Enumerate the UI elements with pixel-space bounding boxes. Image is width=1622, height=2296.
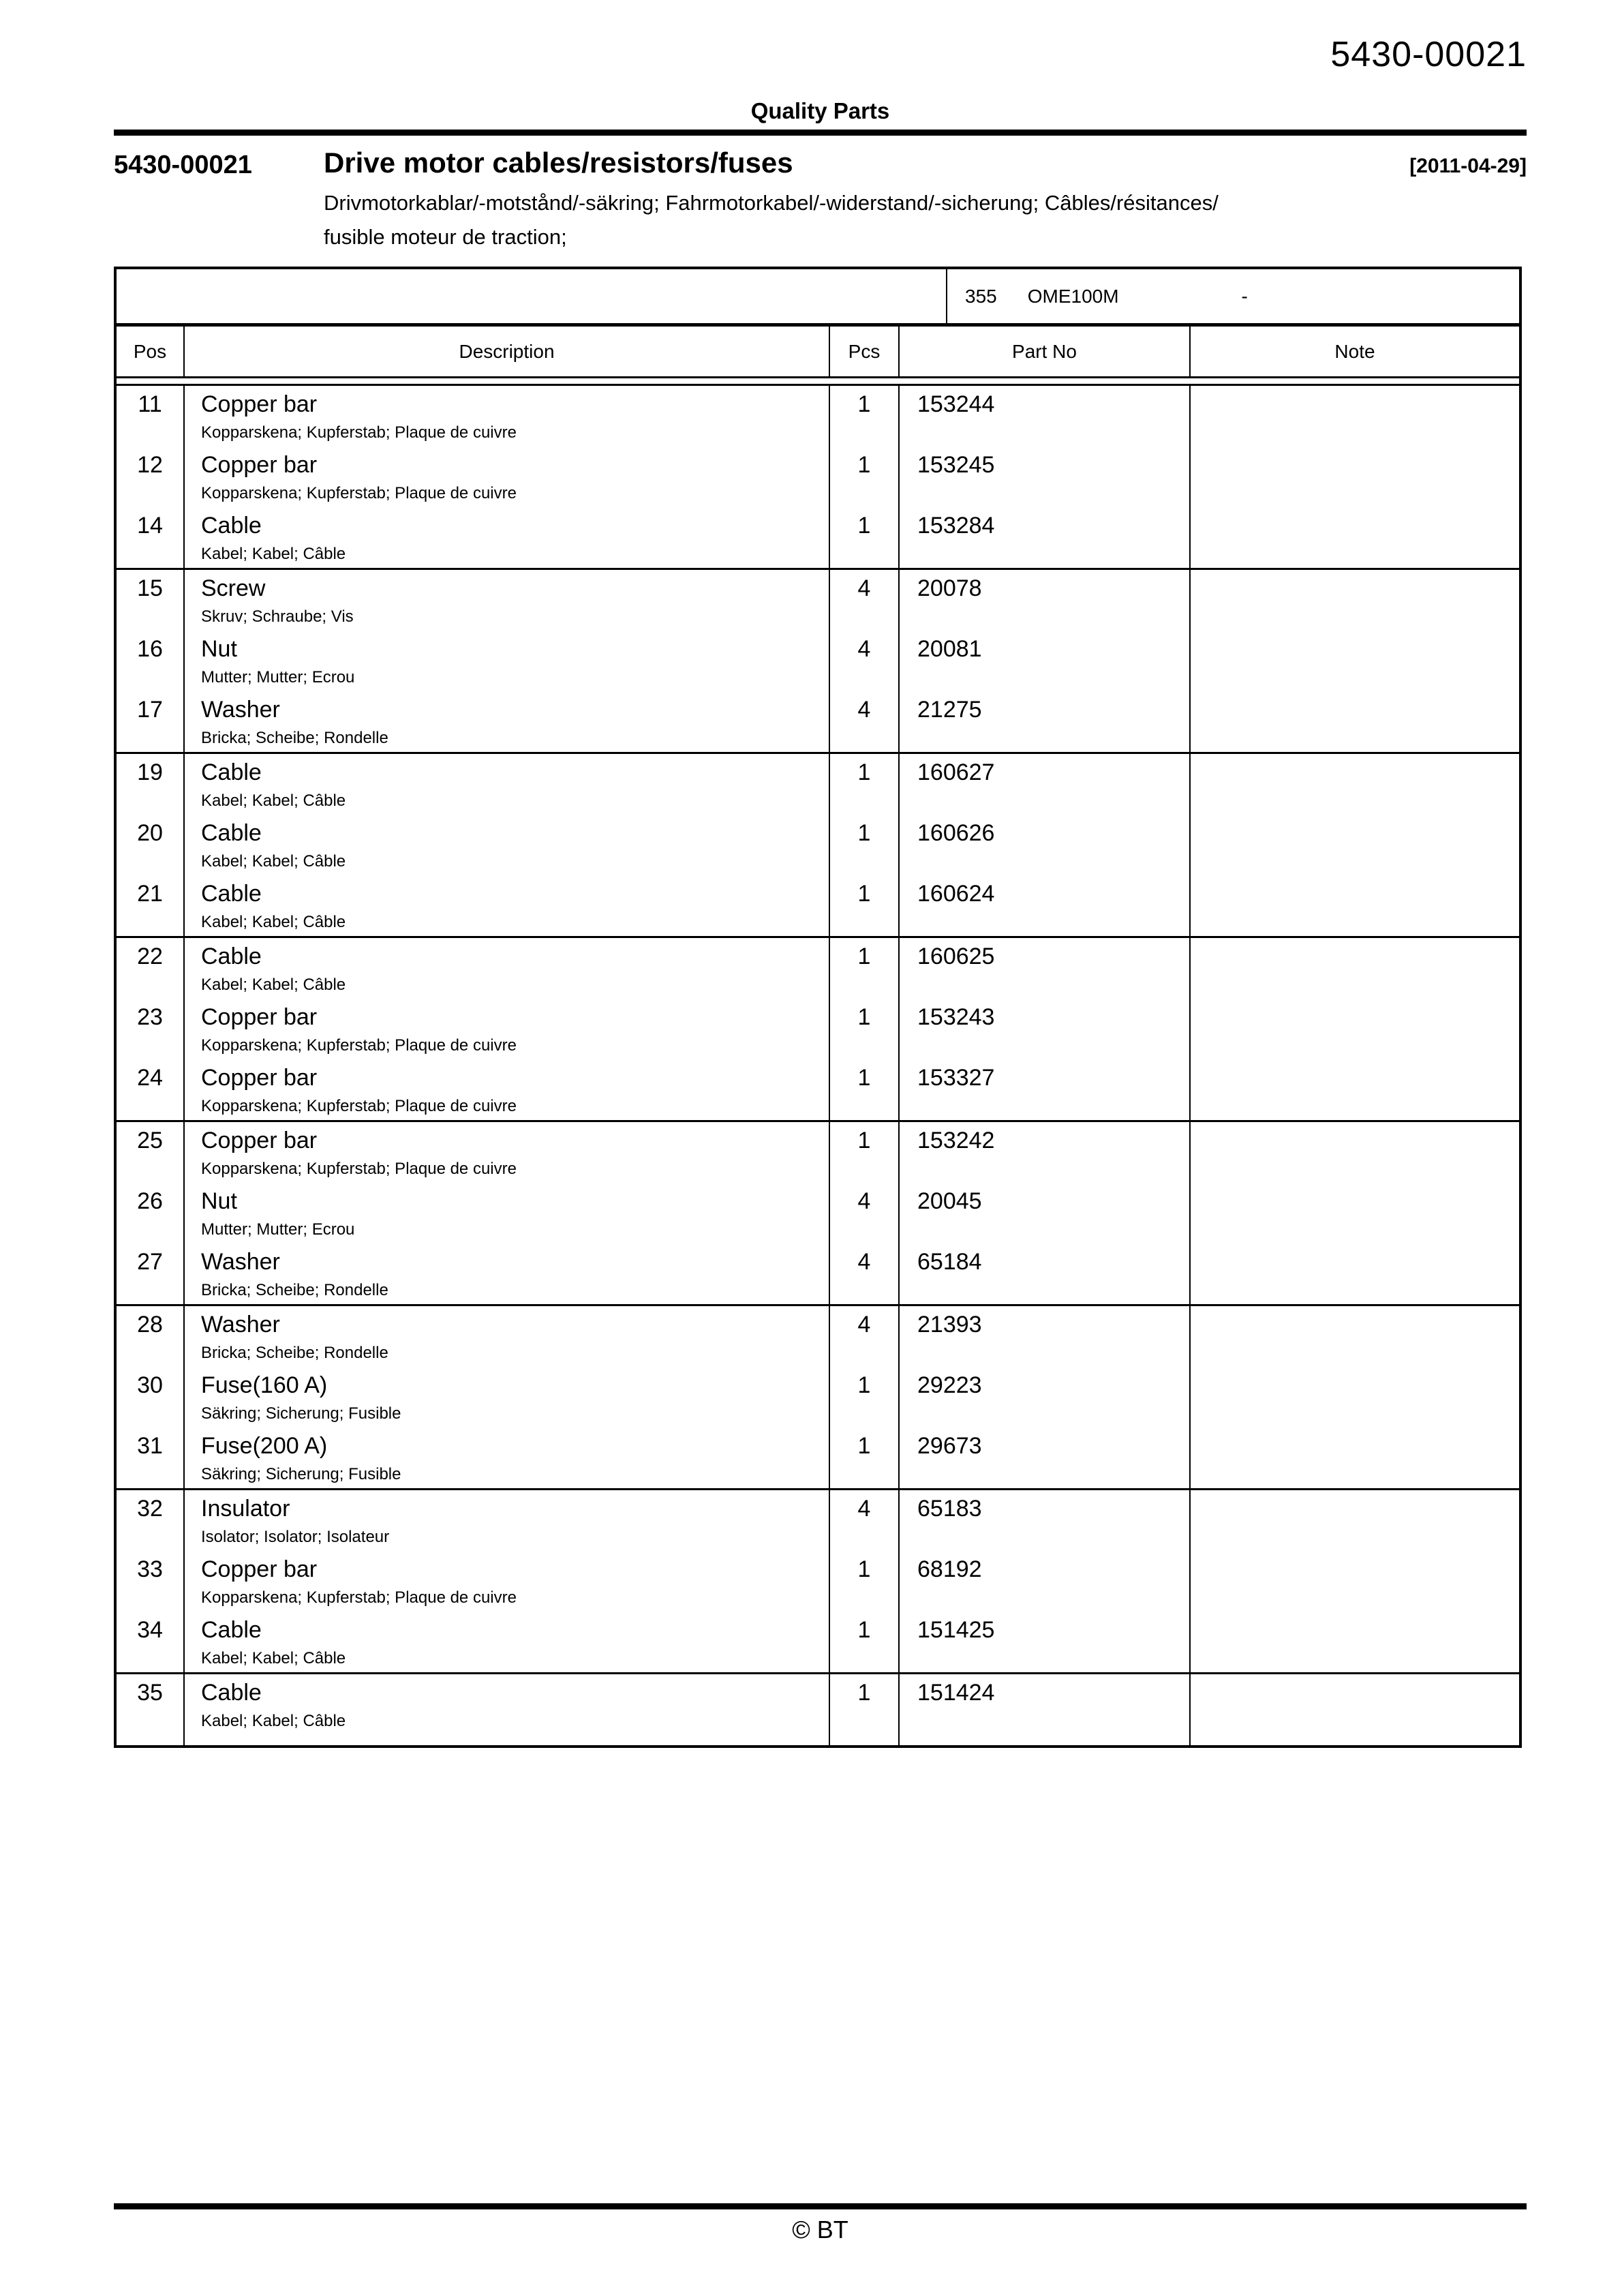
model-band	[117, 269, 1519, 327]
cell-part-no: 151425	[900, 1612, 1191, 1672]
column-header-description: Description	[185, 327, 830, 376]
cell-pos: 12	[117, 447, 185, 507]
page-title: Drive motor cables/resistors/fuses	[324, 147, 793, 179]
cell-part-no: 65183	[900, 1490, 1191, 1551]
cell-pcs: 1	[830, 938, 900, 999]
row-group	[117, 938, 1519, 1122]
table-row	[117, 815, 1519, 875]
description-translations: Kopparskena; Kupferstab; Plaque de cuivre	[201, 1588, 517, 1607]
cell-pcs: 4	[830, 1490, 900, 1551]
title-translations	[324, 186, 1527, 254]
cell-note	[1191, 999, 1519, 1059]
cell-pos: 27	[117, 1243, 185, 1304]
table-row	[117, 1243, 1519, 1304]
cell-pcs: 1	[830, 1059, 900, 1120]
doc-number-header: 5430-00021	[1330, 35, 1527, 74]
cell-description	[185, 1243, 830, 1304]
cell-description	[185, 570, 830, 631]
description-main: Cable	[201, 1680, 262, 1706]
row-group	[117, 1122, 1519, 1306]
cell-part-no: 160627	[900, 754, 1191, 815]
cell-note	[1191, 1306, 1519, 1367]
table-row	[117, 691, 1519, 752]
cell-description	[185, 1490, 830, 1551]
cell-part-no: 153245	[900, 447, 1191, 507]
cell-pcs: 1	[830, 386, 900, 447]
parts-table	[114, 267, 1522, 1748]
cell-description	[185, 1551, 830, 1612]
cell-pcs: 1	[830, 815, 900, 875]
footer-rule	[114, 2203, 1527, 2209]
cell-part-no: 20045	[900, 1183, 1191, 1243]
table-row	[117, 631, 1519, 691]
title-translations-line2: fusible moteur de traction;	[324, 225, 567, 249]
model-band-empty-cell	[117, 269, 946, 323]
description-main: Nut	[201, 636, 237, 662]
cell-note	[1191, 570, 1519, 631]
cell-pcs: 1	[830, 875, 900, 936]
table-row	[117, 1490, 1519, 1551]
cell-pcs: 4	[830, 570, 900, 631]
description-main: Cable	[201, 881, 262, 907]
description-main: Insulator	[201, 1496, 290, 1522]
cell-description	[185, 999, 830, 1059]
description-translations: Säkring; Sicherung; Fusible	[201, 1465, 401, 1483]
cell-description	[185, 1428, 830, 1488]
table-row	[117, 1612, 1519, 1672]
cell-pcs: 1	[830, 1428, 900, 1488]
cell-description	[185, 938, 830, 999]
cell-part-no: 160625	[900, 938, 1191, 999]
cell-note	[1191, 1428, 1519, 1488]
description-translations: Kabel; Kabel; Câble	[201, 1712, 346, 1730]
cell-note	[1191, 938, 1519, 999]
description-translations: Kopparskena; Kupferstab; Plaque de cuivre	[201, 1160, 517, 1178]
cell-part-no: 65184	[900, 1243, 1191, 1304]
description-main: Copper bar	[201, 1128, 318, 1153]
copyright-text: © BT	[792, 2216, 848, 2244]
revision-date: [2011-04-29]	[1409, 155, 1527, 177]
row-group	[117, 1490, 1519, 1674]
cell-note	[1191, 754, 1519, 815]
cell-note	[1191, 447, 1519, 507]
cell-note	[1191, 1243, 1519, 1304]
table-row	[117, 999, 1519, 1059]
cell-part-no: 29223	[900, 1367, 1191, 1428]
table-row	[117, 386, 1519, 447]
description-main: Cable	[201, 1617, 262, 1643]
page-header	[114, 0, 1527, 130]
cell-description	[185, 1306, 830, 1367]
table-row	[117, 1306, 1519, 1367]
cell-pos: 34	[117, 1612, 185, 1672]
cell-description	[185, 631, 830, 691]
cell-note	[1191, 1674, 1519, 1745]
cell-pcs: 1	[830, 507, 900, 568]
cell-part-no: 29673	[900, 1428, 1191, 1488]
cell-description	[185, 1367, 830, 1428]
cell-pos: 25	[117, 1122, 185, 1183]
cell-pcs: 1	[830, 754, 900, 815]
cell-pos: 14	[117, 507, 185, 568]
cell-pos: 31	[117, 1428, 185, 1488]
cell-note	[1191, 1367, 1519, 1428]
cell-description	[185, 1612, 830, 1672]
cell-pos: 35	[117, 1674, 185, 1745]
table-row	[117, 938, 1519, 999]
cell-description	[185, 1059, 830, 1120]
description-translations: Kabel; Kabel; Câble	[201, 791, 346, 810]
description-translations: Mutter; Mutter; Ecrou	[201, 1220, 355, 1239]
table-row	[117, 1122, 1519, 1183]
cell-pcs: 4	[830, 631, 900, 691]
page-content	[114, 0, 1527, 1748]
cell-note	[1191, 1551, 1519, 1612]
column-header-pos: Pos	[117, 327, 185, 376]
cell-pos: 17	[117, 691, 185, 752]
column-header-pcs: Pcs	[830, 327, 900, 376]
table-row	[117, 1367, 1519, 1428]
description-translations: Säkring; Sicherung; Fusible	[201, 1404, 401, 1423]
table-row	[117, 1551, 1519, 1612]
description-main: Cable	[201, 513, 262, 539]
cell-description	[185, 1183, 830, 1243]
table-row	[117, 1674, 1519, 1745]
description-main: Cable	[201, 943, 262, 969]
table-row	[117, 754, 1519, 815]
cell-pcs: 1	[830, 447, 900, 507]
row-group	[117, 386, 1519, 570]
table-header-row	[117, 327, 1519, 378]
model-name: OME100M	[1027, 285, 1119, 307]
cell-description	[185, 1122, 830, 1183]
cell-pcs: 1	[830, 1367, 900, 1428]
cell-note	[1191, 631, 1519, 691]
cell-note	[1191, 691, 1519, 752]
cell-pos: 24	[117, 1059, 185, 1120]
description-main: Copper bar	[201, 1065, 318, 1091]
description-main: Fuse(160 A)	[201, 1372, 328, 1398]
description-translations: Bricka; Scheibe; Rondelle	[201, 1281, 388, 1299]
cell-description	[185, 875, 830, 936]
cell-note	[1191, 875, 1519, 936]
description-main: Cable	[201, 759, 262, 785]
description-main: Nut	[201, 1188, 237, 1214]
description-translations: Kabel; Kabel; Câble	[201, 976, 346, 994]
section-code: 5430-00021	[114, 151, 252, 179]
model-band-cell	[946, 269, 1519, 323]
cell-pos: 28	[117, 1306, 185, 1367]
cell-pos: 23	[117, 999, 185, 1059]
cell-pcs: 1	[830, 1551, 900, 1612]
description-translations: Kopparskena; Kupferstab; Plaque de cuivre	[201, 484, 517, 502]
row-group	[117, 754, 1519, 938]
row-group	[117, 570, 1519, 754]
cell-part-no: 160626	[900, 815, 1191, 875]
cell-note	[1191, 507, 1519, 568]
description-main: Washer	[201, 697, 280, 723]
description-translations: Skruv; Schraube; Vis	[201, 607, 354, 626]
cell-description	[185, 815, 830, 875]
description-translations: Bricka; Scheibe; Rondelle	[201, 1344, 388, 1362]
cell-part-no: 68192	[900, 1551, 1191, 1612]
cell-description	[185, 386, 830, 447]
brand-label: Quality Parts	[750, 98, 890, 123]
cell-description	[185, 1674, 830, 1745]
cell-part-no: 21393	[900, 1306, 1191, 1367]
title-right	[324, 147, 1527, 254]
description-translations: Kabel; Kabel; Câble	[201, 1649, 346, 1667]
table-row	[117, 1059, 1519, 1120]
cell-pos: 33	[117, 1551, 185, 1612]
cell-description	[185, 754, 830, 815]
table-row	[117, 875, 1519, 936]
title-block	[114, 147, 1527, 254]
cell-part-no: 151424	[900, 1674, 1191, 1745]
cell-part-no: 21275	[900, 691, 1191, 752]
cell-pcs: 1	[830, 999, 900, 1059]
table-row	[117, 1428, 1519, 1488]
cell-pcs: 4	[830, 1306, 900, 1367]
cell-note	[1191, 1059, 1519, 1120]
description-translations: Bricka; Scheibe; Rondelle	[201, 729, 388, 747]
description-main: Copper bar	[201, 1004, 318, 1030]
cell-pos: 11	[117, 386, 185, 447]
description-translations: Kabel; Kabel; Câble	[201, 913, 346, 931]
cell-note	[1191, 1122, 1519, 1183]
table-row	[117, 1183, 1519, 1243]
table-row	[117, 447, 1519, 507]
cell-part-no: 153243	[900, 999, 1191, 1059]
cell-pos: 32	[117, 1490, 185, 1551]
cell-pos: 20	[117, 815, 185, 875]
cell-pcs: 4	[830, 691, 900, 752]
title-row	[324, 147, 1527, 179]
description-main: Washer	[201, 1249, 280, 1275]
table-row	[117, 507, 1519, 568]
description-main: Cable	[201, 820, 262, 846]
cell-pos: 16	[117, 631, 185, 691]
cell-part-no: 153242	[900, 1122, 1191, 1183]
cell-part-no: 153327	[900, 1059, 1191, 1120]
table-row	[117, 570, 1519, 631]
description-translations: Mutter; Mutter; Ecrou	[201, 668, 355, 686]
description-translations: Kabel; Kabel; Câble	[201, 852, 346, 871]
cell-pos: 22	[117, 938, 185, 999]
table-body	[117, 386, 1519, 1745]
row-group	[117, 1306, 1519, 1490]
cell-part-no: 20078	[900, 570, 1191, 631]
cell-pos: 19	[117, 754, 185, 815]
description-main: Copper bar	[201, 1556, 318, 1582]
cell-part-no: 20081	[900, 631, 1191, 691]
description-main: Washer	[201, 1312, 280, 1338]
description-translations: Kopparskena; Kupferstab; Plaque de cuivre	[201, 423, 517, 442]
row-group	[117, 1674, 1519, 1745]
model-dash: -	[1241, 285, 1248, 307]
cell-pcs: 1	[830, 1122, 900, 1183]
cell-pos: 30	[117, 1367, 185, 1428]
description-main: Copper bar	[201, 452, 318, 478]
cell-pos: 21	[117, 875, 185, 936]
cell-pcs: 4	[830, 1243, 900, 1304]
description-translations: Isolator; Isolator; Isolateur	[201, 1528, 390, 1546]
cell-description	[185, 507, 830, 568]
description-translations: Kopparskena; Kupferstab; Plaque de cuivre	[201, 1036, 517, 1055]
cell-note	[1191, 1490, 1519, 1551]
cell-pos: 26	[117, 1183, 185, 1243]
cell-description	[185, 447, 830, 507]
cell-pos: 15	[117, 570, 185, 631]
cell-part-no: 153284	[900, 507, 1191, 568]
column-header-note: Note	[1334, 340, 1375, 362]
cell-note	[1191, 386, 1519, 447]
cell-note	[1191, 815, 1519, 875]
cell-part-no: 160624	[900, 875, 1191, 936]
cell-pcs: 1	[830, 1674, 900, 1745]
header-rule	[114, 130, 1527, 136]
model-code: 355	[965, 285, 997, 307]
description-main: Fuse(200 A)	[201, 1433, 328, 1459]
column-header-part-no: Part No	[900, 327, 1191, 376]
cell-note	[1191, 1612, 1519, 1672]
description-main: Screw	[201, 575, 266, 601]
header-double-rule	[117, 378, 1519, 386]
cell-description	[185, 691, 830, 752]
description-translations: Kopparskena; Kupferstab; Plaque de cuivre	[201, 1097, 517, 1115]
cell-pcs: 4	[830, 1183, 900, 1243]
cell-note	[1191, 1183, 1519, 1243]
title-translations-line1: Drivmotorkablar/-motstånd/-säkring; Fahrmotorkabel/-widerstand/-sicherung; Câbles/résitances/	[324, 191, 1219, 215]
cell-pcs: 1	[830, 1612, 900, 1672]
cell-part-no: 153244	[900, 386, 1191, 447]
description-translations: Kabel; Kabel; Câble	[201, 545, 346, 563]
description-main: Copper bar	[201, 391, 318, 417]
